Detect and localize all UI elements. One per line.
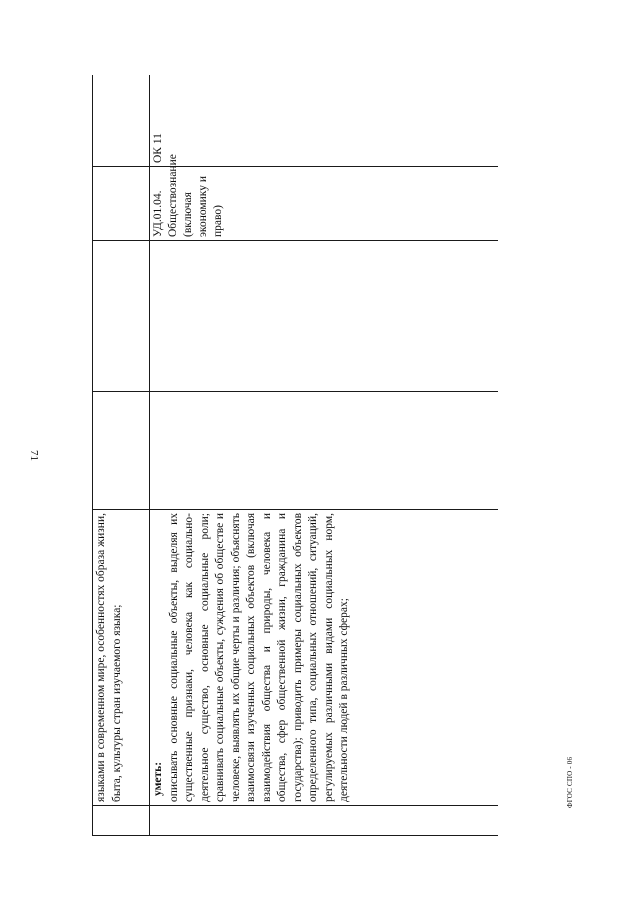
- cell-empty: [93, 806, 150, 836]
- skills-text: описывать основные социальные объекты, выделяя их существенные признаки, человека как социально-деятельное существо, основные социальные роли; сравнивать социальные объекты, суждения об обществе и человеке, выявлять их общие черты и различия; объяснять взаимосвязи изученных социальных объектов (включая взаимодействия общества и природы, человека и общества, сфер общественной жизни, гражданина и государства); приводить примеры социальных объектов определенного типа, социальных отношений, ситуаций, регулируемых различными видами социальных норм, деятельности людей в различных сферах;: [167, 513, 350, 802]
- page-number: 71: [28, 450, 40, 461]
- cell-empty: [150, 241, 499, 392]
- table-row-continuation: [93, 75, 150, 836]
- discipline-note-line1: (включая экономику и: [182, 175, 209, 237]
- cell-empty: [93, 392, 150, 510]
- cell-empty: [150, 806, 499, 836]
- cell-empty: [150, 392, 499, 510]
- cell-competence: ОК 11: [150, 75, 499, 167]
- discipline-note-line2: право): [212, 205, 224, 237]
- cell-continuation-text: языками в современном мире, особенностях образа жизни, быта, культуры стран изучаемого языка;: [93, 510, 150, 806]
- cell-skills: [150, 510, 499, 806]
- footer-code: ФГОС СПО - 06: [566, 756, 574, 808]
- competence-table: [92, 75, 498, 836]
- cell-empty: [93, 75, 150, 167]
- cell-discipline: [150, 154, 499, 241]
- table-row-social-studies: [150, 75, 499, 836]
- discipline-code: УД.01.04.: [152, 190, 164, 237]
- discipline-name: Обществознание: [167, 154, 179, 237]
- skills-heading: уметь:: [152, 761, 164, 796]
- table-container: [92, 75, 498, 836]
- cell-empty: [93, 167, 150, 241]
- cell-empty: [93, 241, 150, 392]
- rotated-table-sheet: [92, 75, 498, 836]
